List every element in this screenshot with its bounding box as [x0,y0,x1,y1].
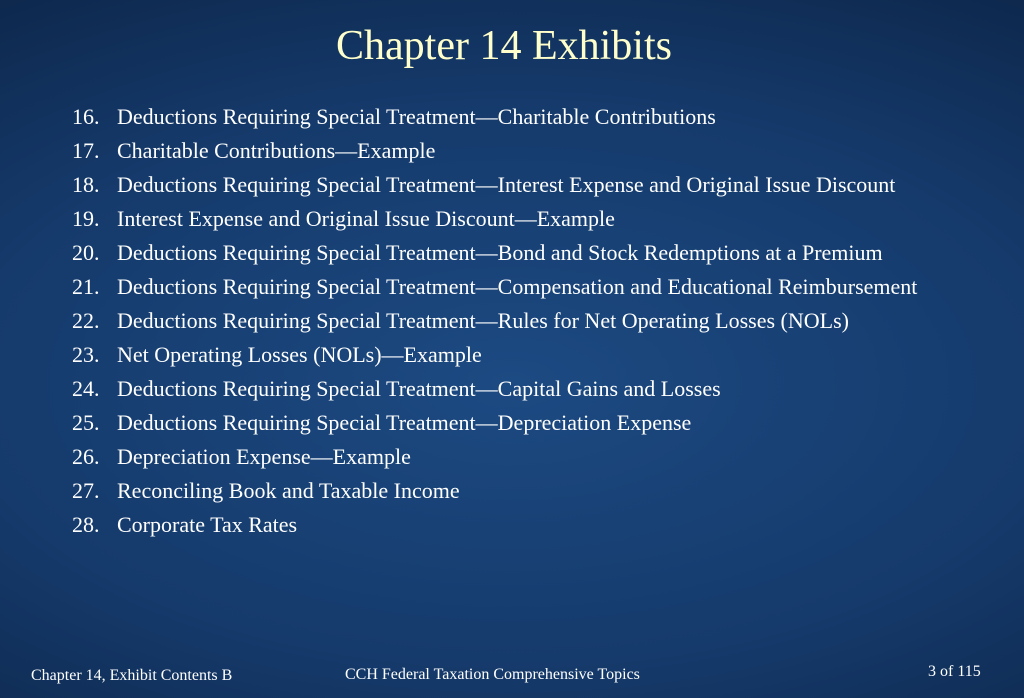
item-number: 17. [72,138,100,163]
item-text: Deductions Requiring Special Treatment—Bond and Stock Redemptions at a Premium [117,240,883,265]
item-number: 26. [72,444,100,469]
list-item [72,443,992,471]
item-number: 28. [72,512,100,537]
list-item [72,341,992,369]
item-number: 24. [72,376,100,401]
list-item [72,477,992,505]
item-number: 21. [72,274,100,299]
footer-page-number: 3 of 115 [928,663,981,680]
footer-course-title: CCH Federal Taxation Comprehensive Topics [345,666,640,683]
list-item [72,511,992,539]
list-item [72,307,992,335]
list-item [72,273,992,301]
item-text: Net Operating Losses (NOLs)—Example [117,342,482,367]
item-text: Deductions Requiring Special Treatment—Interest Expense and Original Issue Discount [117,172,896,197]
exhibit-list [72,103,992,545]
item-text: Deductions Requiring Special Treatment—Rules for Net Operating Losses (NOLs) [117,308,849,333]
footer-section-label: Chapter 14, Exhibit Contents B [31,667,233,684]
item-number: 20. [72,240,100,265]
item-number: 22. [72,308,100,333]
item-text: Reconciling Book and Taxable Income [117,478,460,503]
item-text: Deductions Requiring Special Treatment—Capital Gains and Losses [117,376,721,401]
item-number: 25. [72,410,100,435]
list-item [72,409,992,437]
item-text: Corporate Tax Rates [117,512,298,537]
item-text: Charitable Contributions—Example [117,138,436,163]
list-item [72,103,992,131]
item-number: 16. [72,104,100,129]
item-number: 19. [72,206,100,231]
item-text: Deductions Requiring Special Treatment—Charitable Contributions [117,104,716,129]
item-text: Deductions Requiring Special Treatment—Compensation and Educational Reimbursement [117,274,918,299]
list-item [72,137,992,165]
item-text: Deductions Requiring Special Treatment—Depreciation Expense [117,410,692,435]
list-item [72,171,992,199]
item-number: 23. [72,342,100,367]
item-number: 27. [72,478,100,503]
slide-title: Chapter 14 Exhibits [336,23,672,69]
item-number: 18. [72,172,100,197]
item-text: Interest Expense and Original Issue Discount—Example [117,206,615,231]
list-item [72,375,992,403]
list-item [72,205,992,233]
item-text: Depreciation Expense—Example [117,444,411,469]
list-item [72,239,992,267]
